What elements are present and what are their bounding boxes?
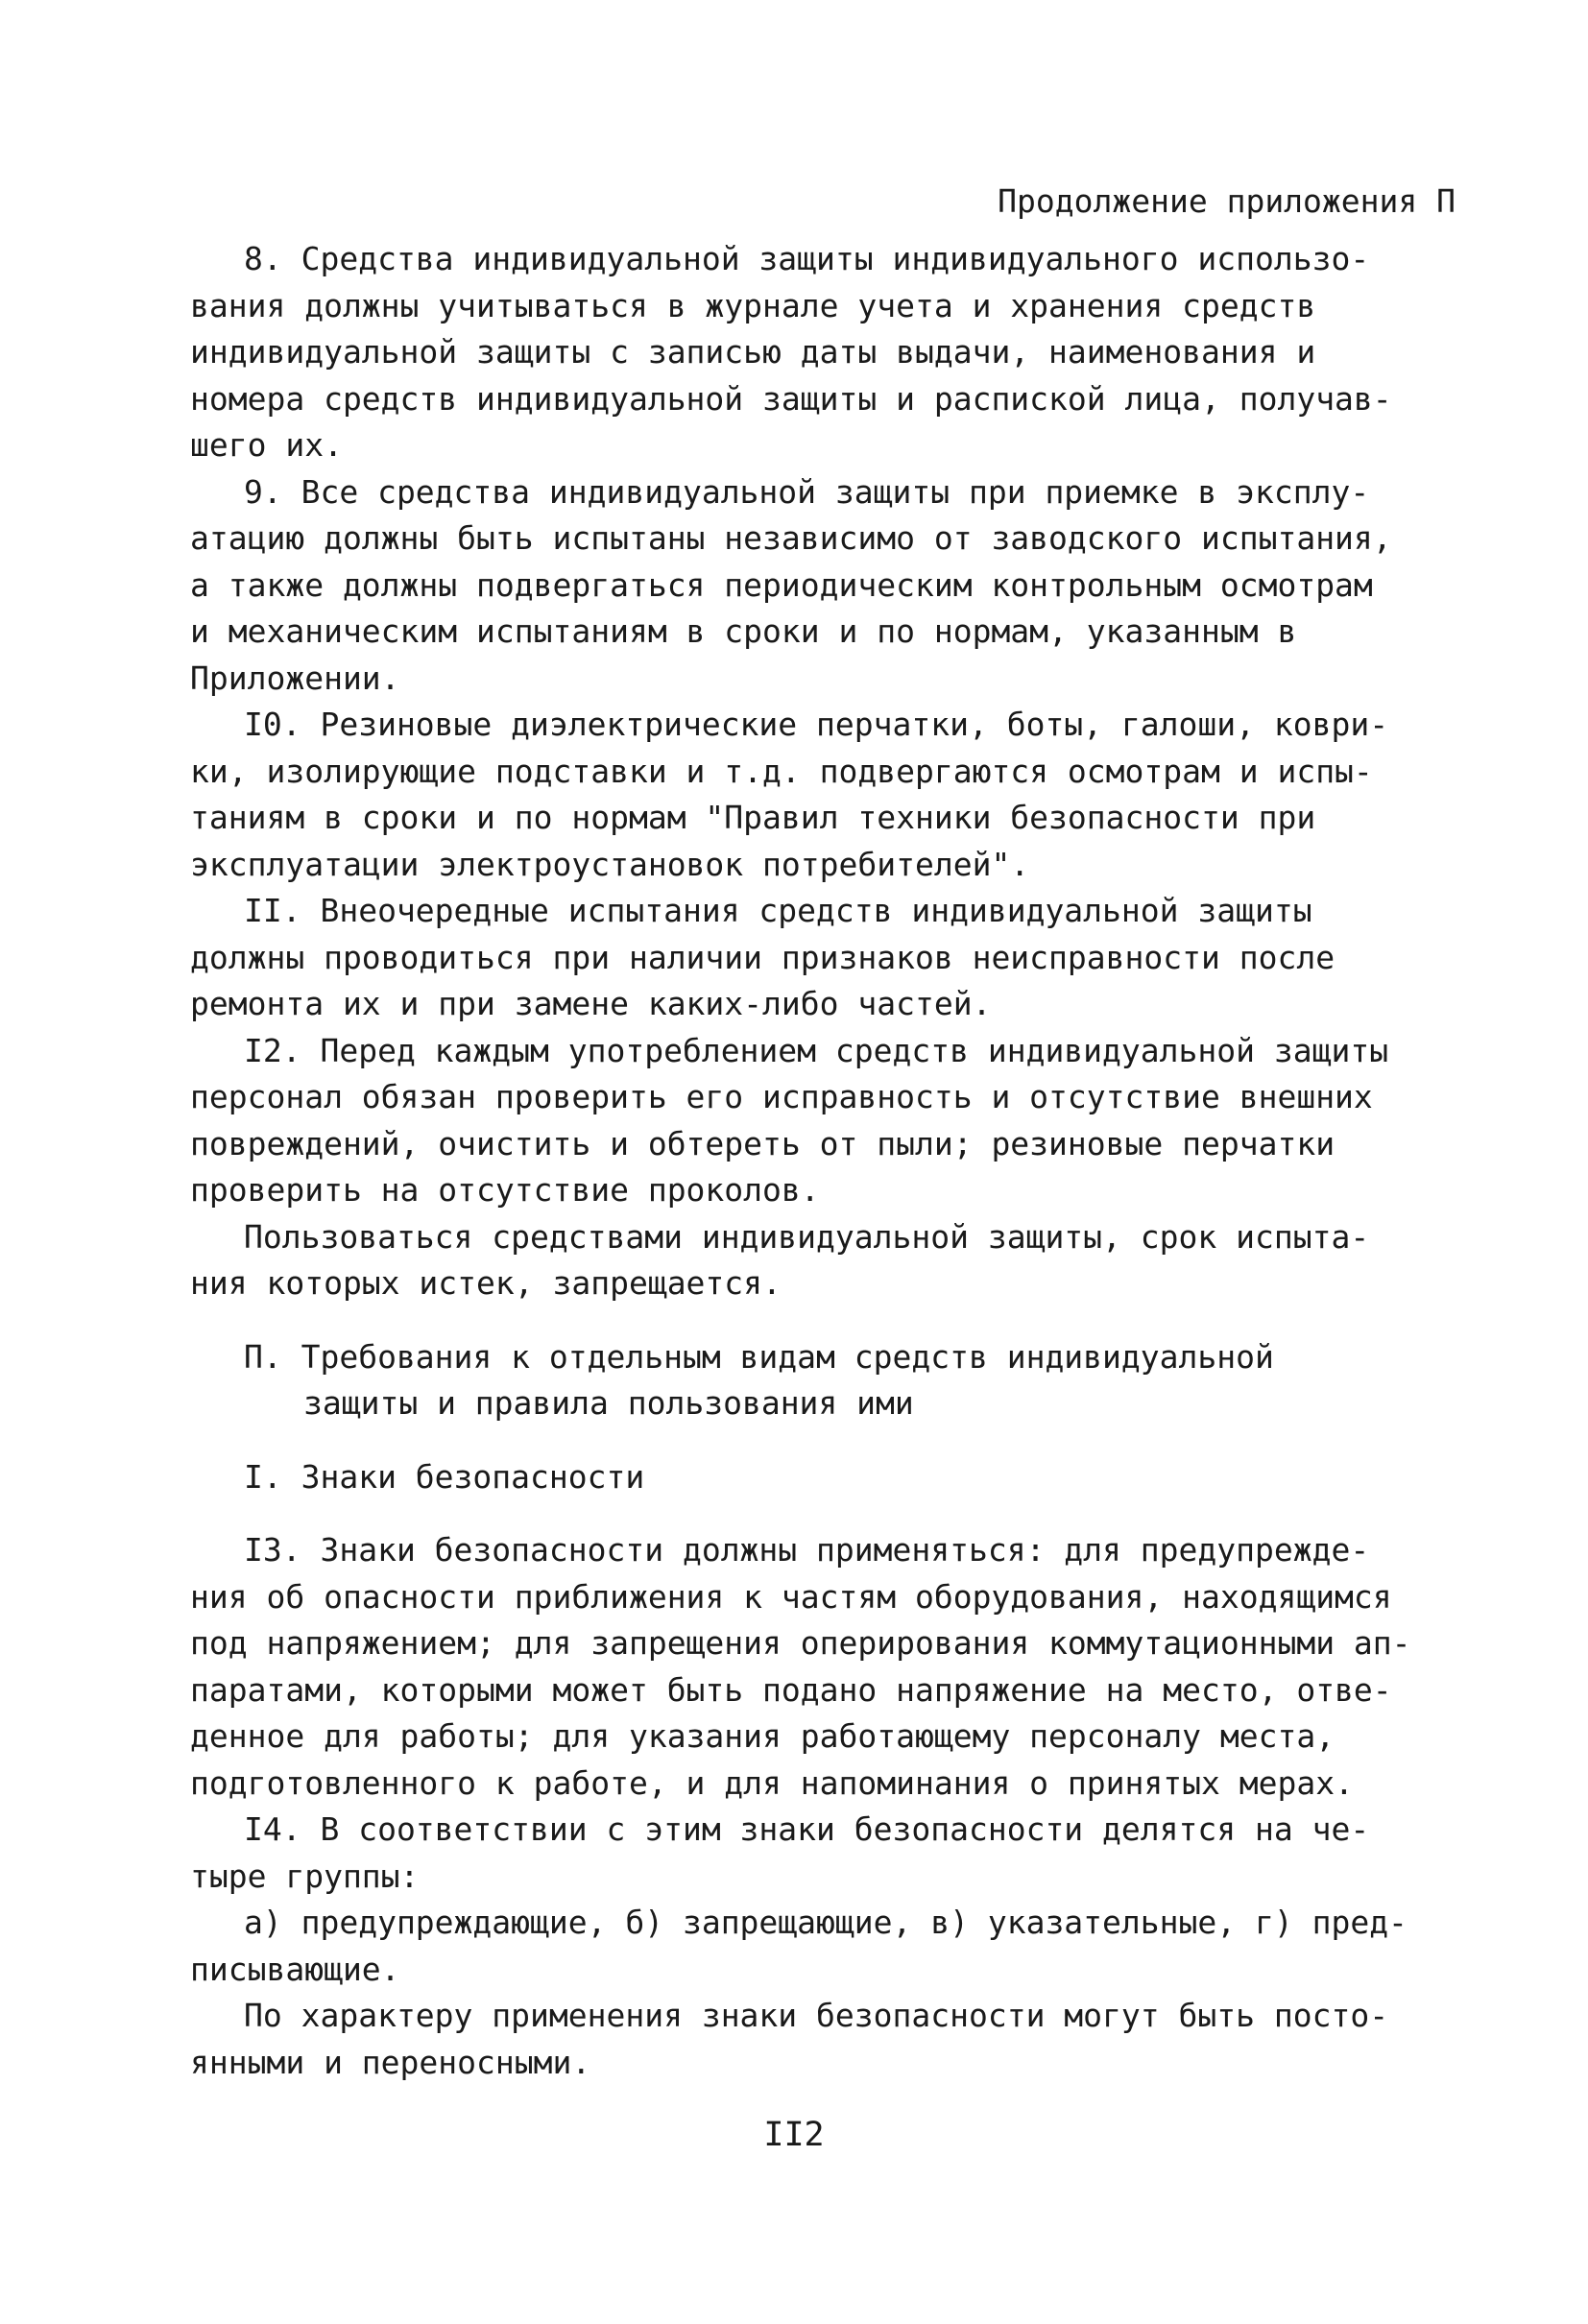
paragraph-11: II. Внеочередные испытания средств индивидуальной защиты должны проводиться при наличии признаков неисправности после ремонта их и при замене каких-либо частей.	[190, 892, 1335, 1022]
paragraph-9: 9. Все средства индивидуальной защиты при приемке в эксплу- атацию должны быть испытаны независимо от заводского испытания, а также должны подвергаться периодическим контрольным осмотрам и механическим испытаниям в сроки и по нормам, указанным в Приложении.	[190, 472, 1392, 697]
document-body	[190, 236, 1419, 2086]
paragraph-sign-usage: По характеру применения знаки безопасности могут быть посто- янными и переносными.	[190, 1997, 1389, 2081]
paragraph-13: I3. Знаки безопасности должны применяться: для предупрежде- ния об опасности приближения к частям оборудования, находящимся под напряжением; для запрещения оперирования коммутационными ап- паратами, которыми может быть подано напряжение на место, отве- денное для работы; для указания работающему персоналу места, подготовленного к работе, и для напоминания о принятых мерах.	[190, 1531, 1411, 1802]
paragraph-8: 8. Средства индивидуальной защиты индивидуального использо- вания должны учитываться в журнале учета и хранения средств индивидуальной защиты с записью даты выдачи, наименования и номера средств индивидуальной защиты и распиской лица, получав- шего их.	[190, 240, 1392, 464]
paragraph-10: I0. Резиновые диэлектрические перчатки, боты, галоши, коври- ки, изолирующие подставки и т.д. подвергаются осмотрам и испы- таниям в сроки и по нормам "Правил техники безопасности при эксплуатации электроустановок потребителей".	[190, 706, 1389, 883]
paragraph-14: I4. В соответствии с этим знаки безопасности делятся на че- тыре группы:	[190, 1810, 1370, 1895]
subsection-heading: I. Знаки безопасности	[244, 1457, 645, 1496]
section-heading: П. Требования к отдельным видам средств индивидуальной защиты и правила пользования ими	[244, 1337, 1274, 1422]
paragraph-expired-use: Пользоваться средствами индивидуальной защиты, срок испыта- ния которых истек, запрещается.	[190, 1217, 1370, 1302]
paragraph-12: I2. Перед каждым употреблением средств индивидуальной защиты персонал обязан проверить его исправность и отсутствие внешних повреждений, очистить и обтереть от пыли; резиновые перчатки проверить на отсутствие проколов.	[190, 1031, 1389, 1209]
page-number: II2	[763, 2116, 825, 2154]
paragraph-sign-groups: а) предупреждающие, б) запрещающие, в) указательные, г) пред- писывающие.	[190, 1904, 1408, 1988]
appendix-continuation-header: Продолжение приложения П	[998, 182, 1456, 220]
